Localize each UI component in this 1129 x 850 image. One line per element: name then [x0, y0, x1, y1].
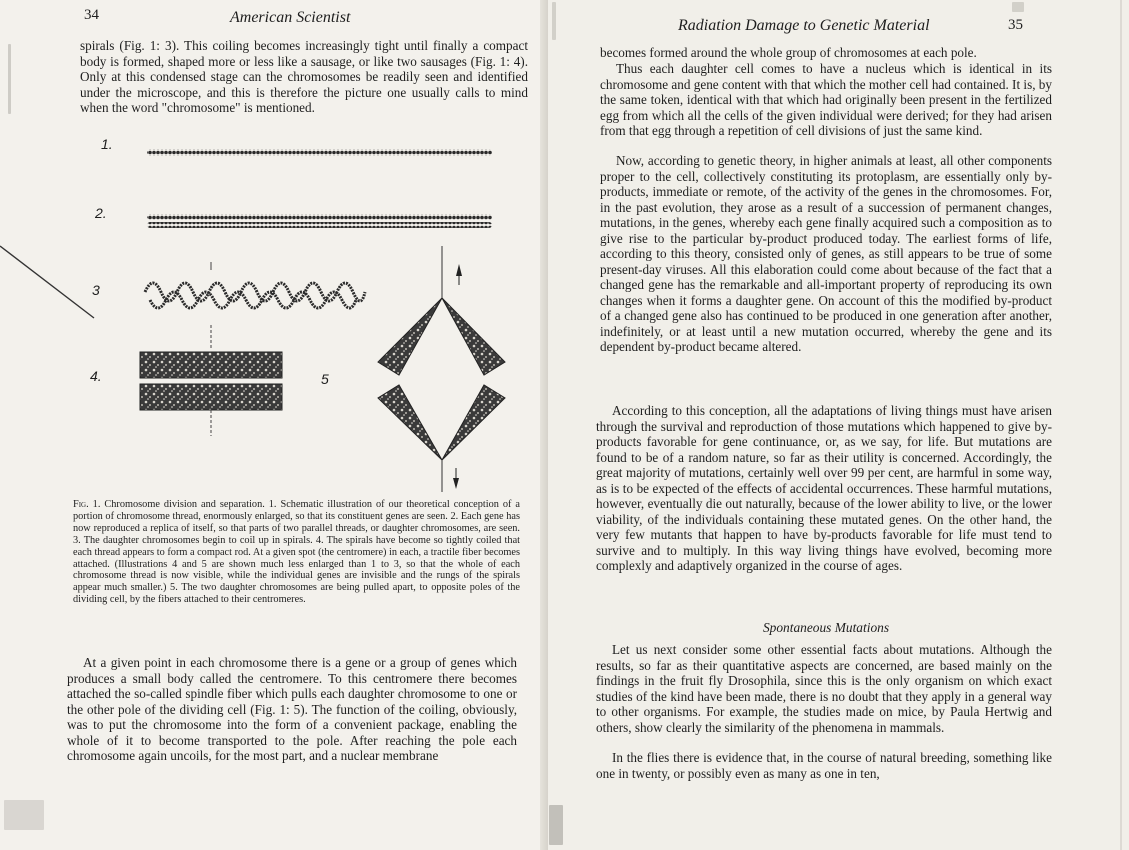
- caption-fig-label: Fig. 1.: [73, 499, 101, 510]
- closing-paragraph: At a given point in each chromosome there is a gene or a group of genes which produces a small body called the centromere. To this centromere there becomes attached the so-called spindle fiber which pulls each daughter chromosome to one or the other pole of the dividing cell (Fig. 1: 5). The function of the coiling, obviously, was to put the chromosome into the form of a convenient package, enabling the whole of it to become transported to the pole. After reaching the pole each chromosome again uncoils, for the most part, and a nuclear membrane: [67, 655, 517, 763]
- section-heading: Spontaneous Mutations: [762, 620, 890, 635]
- scan-noise: [1012, 2, 1024, 12]
- daughter-chromosome-upper-right: [442, 298, 505, 375]
- scan-noise: [4, 800, 44, 830]
- figure-label-2: 2.: [95, 205, 107, 221]
- scan-noise: [549, 805, 563, 845]
- scan-noise: [552, 2, 556, 40]
- figure-label-3: 3: [92, 282, 100, 298]
- right-paragraph-6: In the flies there is evidence that, in the course of natural breeding, something like one in twenty, or possibly even as many as one in ten,: [596, 750, 1052, 781]
- running-head-left: American Scientist: [230, 9, 351, 26]
- single-thread: [147, 149, 492, 156]
- scan-noise: [8, 44, 11, 114]
- compact-rod-bottom: [140, 384, 282, 410]
- right-paragraph-3: Now, according to genetic theory, in higher animals at least, all other components proper to the cell, collectively constituting its protoplasm, are essentially only by-products, immediate or remote, of the activity of the genes in the chromosomes. For, in the past evolution, they arose as a result of a succession of permanent changes, mutations, in the genes, whereby each gene finally acquired such a composition as to give rise to the particular by-product produced today. The earliest forms of life, according to this theory, consisted only of genes, as still appears to be true of some present-day viruses. All this elaboration could come about because of the fact that a changed gene has the remarkable and all-important property of reproducing its own changes when it forms a daughter gene. On account of this the modified by-product of a changed gene also has continued to be produced in one generation after another, indefinitely, or at least until a new mutation occurred, whereby the gene and its dependent by-product became altered.: [600, 153, 1052, 354]
- coiling-spiral-b: [150, 292, 356, 308]
- right-paragraph-2: Thus each daughter cell comes to have a nucleus which is identical in its chromosome and gene content with that which the mother cell had contained. It is, by the same token, identical with that which had originally been present in the fertilized egg from which all the cells of the given individual were derived; for they had arisen from that egg through a repetition of cell divisions of just the same kind.: [600, 61, 1052, 138]
- scan-stray-line: [0, 246, 94, 318]
- compact-rod-top: [140, 352, 282, 378]
- parallel-thread-top: [147, 214, 492, 220]
- right-paragraph-1: becomes formed around the whole group of chromosomes at each pole.: [600, 45, 977, 60]
- daughter-chromosome-lower-right: [442, 385, 505, 460]
- right-paragraph-5: Let us next consider some other essential facts about mutations. Although the results, so far as their quantitative aspects are concerned, are based mainly on the findings in the fruit fly Drosophila, since this is the only organism on which exact studies of the kind have been made, there is no doubt that they apply in a general way to other organisms. For example, the studies made on mice, by Paula Hertwig and others, show clearly the similarity of the phenomena in mammals.: [596, 642, 1052, 735]
- down-arrow-icon: [453, 478, 459, 489]
- page-number-right: 35: [1008, 17, 1023, 33]
- right-paragraph-4: According to this conception, all the adaptations of living things must have arisen through the survival and reproduction of those mutations which happened to give by-products favorable for gene continuance, or, as we say, for life. But mutations are found to be of a random nature, so far as their utility is concerned. Accordingly, the great majority of mutations, certainly well over 99 per cent, are harmful in some way, as is to be expected of the effects of accidental occurrences. These harmful mutations, however, eventually die out naturally, because of the lower ability to live, or the lower viability, of the individuals containing these mutated genes. On the other hand, the very few mutants that happen to have by-products favorable for life must tend to survive and to multiply. In this way living things have evolved, becoming more complexly and adaptively organized in the course of ages.: [596, 403, 1052, 573]
- page-number-left: 34: [84, 7, 99, 23]
- figure-label-5: 5: [321, 371, 329, 387]
- running-head-right: Radiation Damage to Genetic Material: [678, 17, 930, 34]
- coiling-spiral-a: [145, 283, 365, 301]
- opening-paragraph: spirals (Fig. 1: 3). This coiling becomes increasingly tight until finally a compact body is formed, shaped more or less like a sausage, or like two sausages (Fig. 1: 4). Only at this condensed stage can the chromosomes be readily seen and identified under the microscope, and this is therefore the picture one usually calls to mind when the word "chromosome" is mentioned.: [80, 38, 528, 115]
- up-arrow-icon: [456, 264, 462, 276]
- figure-label-4: 4.: [90, 368, 102, 384]
- figure-label-1: 1.: [101, 136, 113, 152]
- caption-text: Chromosome division and separation. 1. Schematic illustration of our theoretical conception of a portion of chromosome thread, enormously enlarged, so that its constituent genes are seen. 2. Each gene has now reproduced a replica of itself, so that parts of two parallel threads, or daughter chromosomes, are seen. 3. The daughter chromosomes begin to coil up in spirals. 4. The spirals have become so tightly coiled that each thread appears to form a compact rod. At a given spot (the centromere) in each, a tractile fiber becomes attached. (Illustrations 4 and 5 are shown much less enlarged than 1 to 3, so that the whole of each chromosome thread is now visible, while the individual genes are invisible and the rungs of the spirals appear much smaller.) 5. The two daughter chromosomes are being pulled apart, to opposite poles of the dividing cell, by the fibers attached to their centromeres.: [73, 499, 521, 606]
- daughter-chromosome-upper-left: [378, 298, 442, 375]
- daughter-chromosome-lower-left: [378, 385, 442, 460]
- parallel-thread-bottom: [147, 222, 492, 228]
